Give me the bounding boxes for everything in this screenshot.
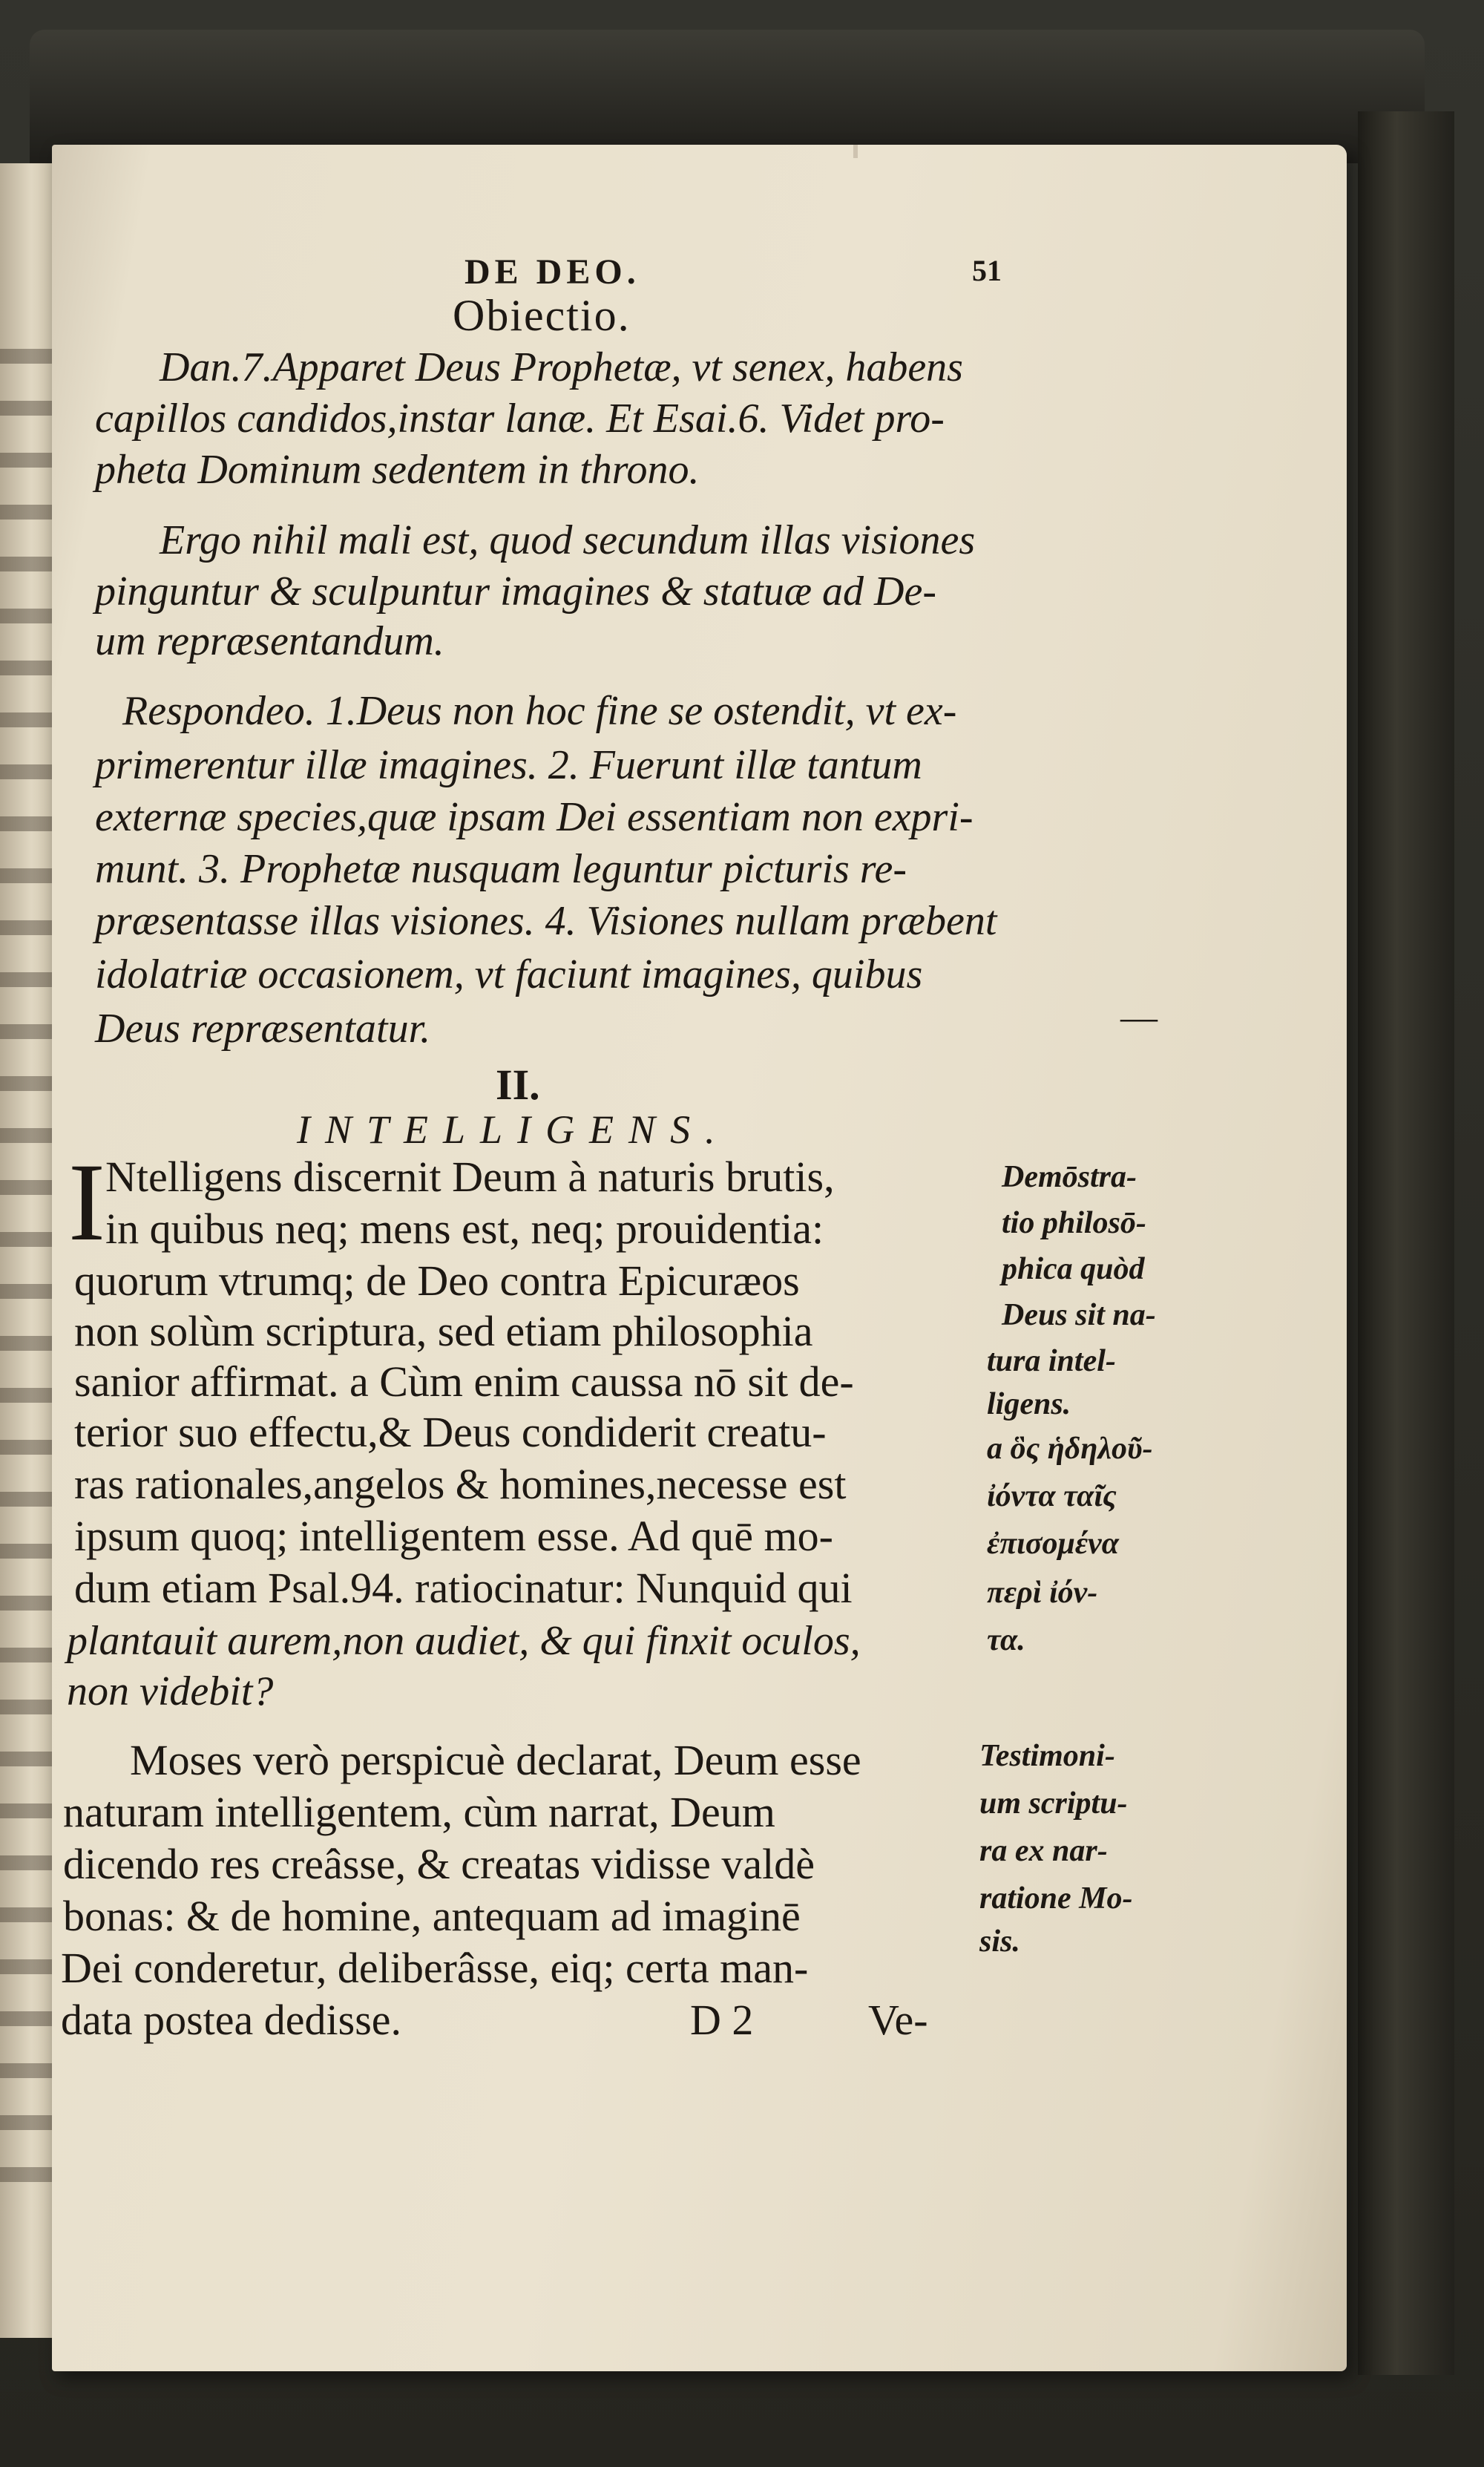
margin-dash: —: [1120, 996, 1158, 1038]
signature-mark: D 2: [690, 1996, 754, 2044]
margin-note-testimonium: um scriptu-: [979, 1786, 1128, 1821]
objection-line: Dan.7.Apparet Deus Prophetæ, vt senex, habens: [160, 344, 963, 390]
margin-note-demonstratio: Demōstra-: [1002, 1160, 1137, 1194]
response-line: idolatriæ occasionem, vt faciunt imagines, quibus: [95, 951, 923, 997]
margin-note-testimonium: ratione Mo-: [979, 1881, 1133, 1916]
catchword: Ve-: [868, 1996, 928, 2044]
margin-note-greek: περὶ ἰόν-: [987, 1576, 1098, 1610]
body-line: data postea dedisse.: [61, 1996, 402, 2044]
body-line: Dei conderetur, deliberâsse, eiq; certa man-: [61, 1944, 809, 1992]
margin-note-demonstratio: tio philosō-: [1002, 1206, 1146, 1240]
body-line: bonas: & de homine, antequam ad imaginē: [63, 1892, 801, 1940]
response-line: præsentasse illas visiones. 4. Visiones nullam præbent: [95, 898, 997, 944]
page-number: 51: [972, 254, 1002, 287]
body-line: sanior affirmat. a Cùm enim caussa nō sit de-: [74, 1357, 854, 1406]
margin-note-greek: a ὃς ἡδηλοῦ-: [987, 1432, 1153, 1466]
body-line: ras rationales,angelos & homines,necesse est: [74, 1460, 847, 1508]
body-line: Ntelligens discernit Deum à naturis brutis,: [105, 1153, 835, 1201]
section-heading: INTELLIGENS.: [297, 1107, 730, 1152]
margin-note-demonstratio: ligens.: [987, 1387, 1071, 1421]
book-page: [52, 145, 1347, 2371]
facing-page-text-edge: [0, 319, 52, 2212]
drop-cap: I: [68, 1141, 105, 1264]
objection-line: capillos candidos,instar lanæ. Et Esai.6. Videt pro-: [95, 396, 945, 442]
objection-line: pinguntur & sculpuntur imagines & statuæ ad De-: [95, 569, 936, 615]
margin-note-greek: ἰόντα ταῖς: [987, 1479, 1117, 1513]
margin-note-testimonium: ra ex nar-: [979, 1834, 1108, 1868]
margin-note-testimonium: Testimoni-: [979, 1739, 1115, 1773]
body-line: dicendo res creâsse, & creatas vidisse valdè: [63, 1840, 815, 1888]
body-line: plantauit aurem,non audiet, & qui finxit oculos,: [67, 1618, 861, 1664]
margin-note-testimonium: sis.: [979, 1924, 1020, 1959]
objection-line: pheta Dominum sedentem in throno.: [95, 447, 700, 493]
margin-note-greek: ἐπισομένα: [987, 1527, 1119, 1561]
response-line: Respondeo. 1.Deus non hoc fine se ostendit, vt ex-: [122, 688, 957, 734]
body-line: dum etiam Psal.94. ratiocinatur: Nunquid qui: [74, 1564, 853, 1612]
response-line: primerentur illæ imagines. 2. Fuerunt illæ tantum: [95, 742, 922, 788]
book-cover-right: [1358, 111, 1454, 2375]
book-cover-top: [30, 30, 1425, 163]
margin-note-demonstratio: Deus sit na-: [1002, 1298, 1156, 1332]
margin-note-demonstratio: phica quòd: [1002, 1252, 1145, 1286]
body-line: Moses verò perspicuè declarat, Deum esse: [130, 1736, 861, 1784]
response-line: externæ species,quæ ipsam Dei essentiam non expri-: [95, 794, 974, 840]
body-line: in quibus neq; mens est, neq; prouidentia:: [105, 1205, 824, 1253]
body-line: naturam intelligentem, cùm narrat, Deum: [63, 1788, 775, 1836]
margin-note-greek: τα.: [987, 1623, 1025, 1657]
body-line: terior suo effectu,& Deus condiderit creatu-: [74, 1408, 827, 1456]
response-line: munt. 3. Prophetæ nusquam leguntur picturis re-: [95, 846, 907, 892]
body-line: ipsum quoq; intelligentem esse. Ad quē mo-: [74, 1512, 833, 1560]
objection-line: um repræsentandum.: [95, 618, 444, 664]
body-line: non solùm scriptura, sed etiam philosophia: [74, 1307, 813, 1355]
response-line: Deus repræsentatur.: [95, 1006, 431, 1052]
objection-line: Ergo nihil mali est, quod secundum illas visiones: [160, 517, 976, 563]
objection-title: Obiectio.: [453, 291, 631, 340]
body-line: non videbit?: [67, 1668, 274, 1714]
running-head: DE DEO.: [464, 252, 640, 292]
body-line: quorum vtrumq; de Deo contra Epicuræos: [74, 1257, 800, 1305]
section-numeral: II.: [496, 1061, 540, 1109]
margin-note-demonstratio: tura intel-: [987, 1344, 1116, 1378]
